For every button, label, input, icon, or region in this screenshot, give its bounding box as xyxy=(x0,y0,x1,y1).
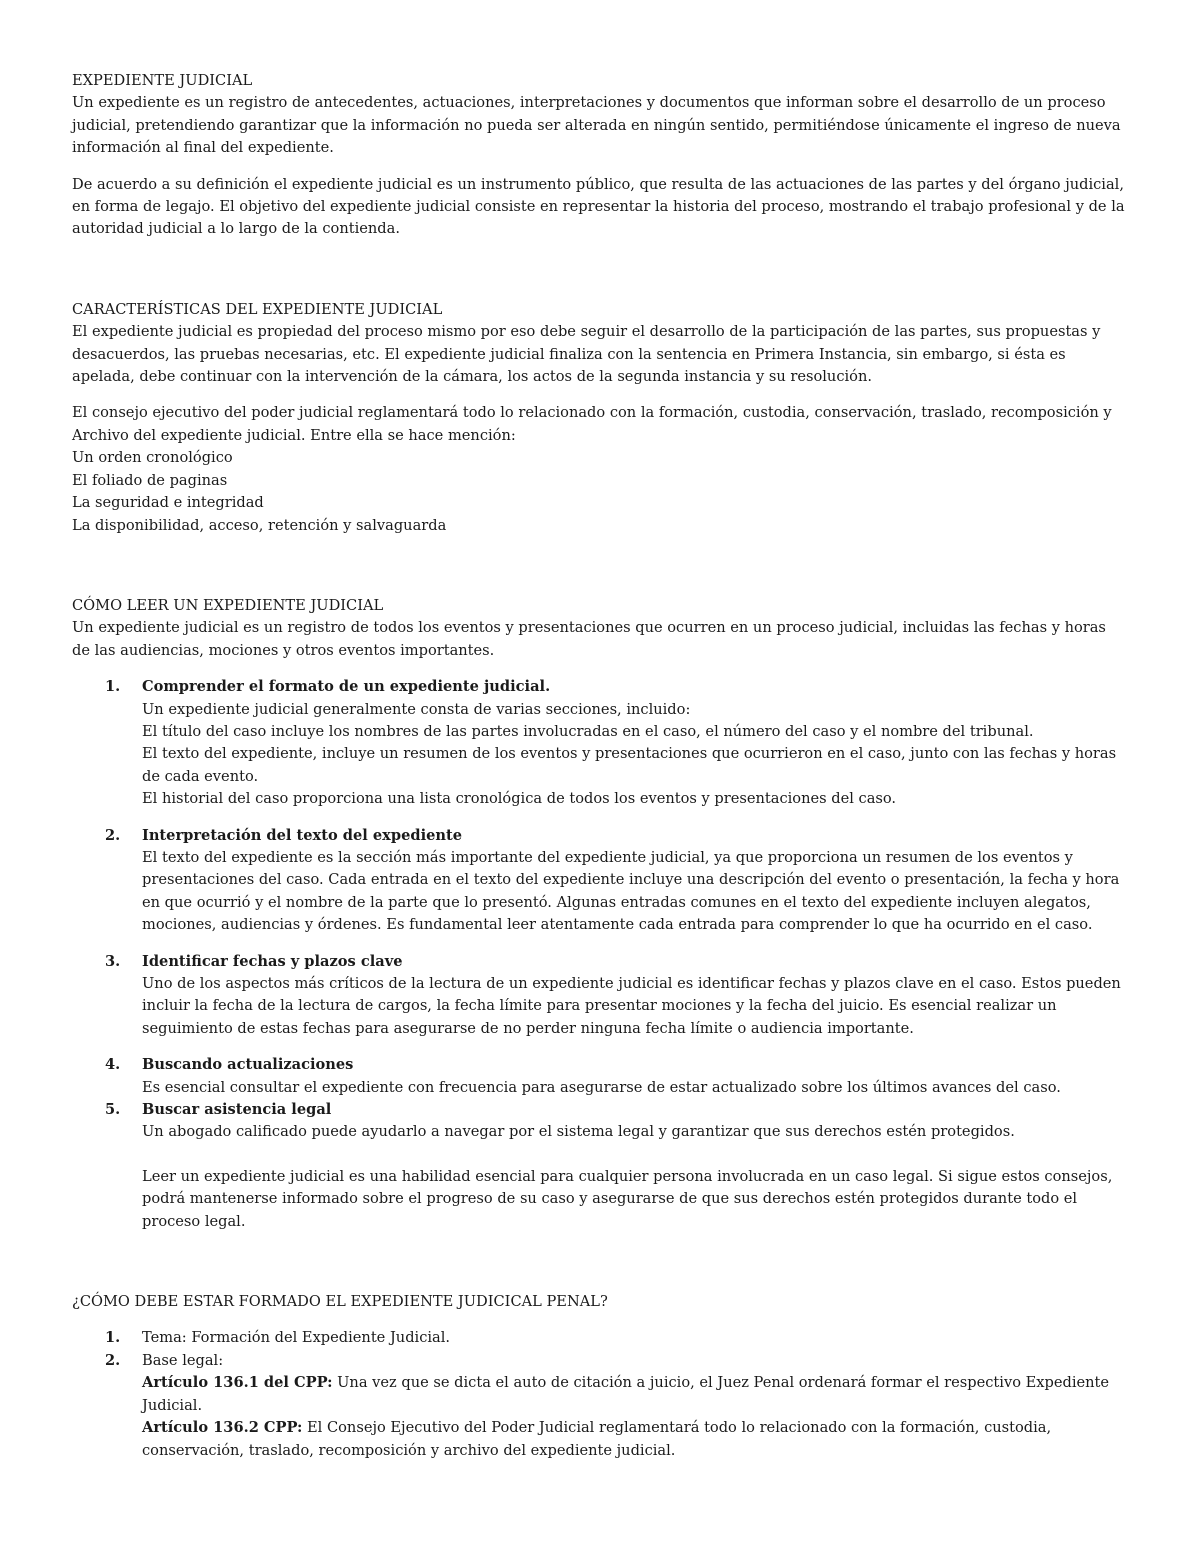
step-body xyxy=(142,973,1128,1040)
steps-list xyxy=(72,676,1128,1233)
list-item: El foliado de paginas xyxy=(72,471,228,489)
step-body xyxy=(142,847,1128,937)
legal-list xyxy=(72,1327,1128,1461)
paragraph: Un expediente es un registro de antecedentes, actuaciones, interpretaciones y documentos que informan sobre el desarrollo de un proceso judicial, pretendiendo garantizar que la información no pueda ser alterada en ningún sentido, permitiéndose únicamente el ingreso de nueva información al final del expediente. xyxy=(72,94,1121,157)
step-title: Buscando actualizaciones xyxy=(142,1056,354,1074)
step-line: Es esencial consultar el expediente con frecuencia para asegurarse de estar actualizado sobre los últimos avances del caso. xyxy=(142,1078,1061,1096)
step-line: Un abogado calificado puede ayudarlo a navegar por el sistema legal y garantizar que sus derechos estén protegidos. xyxy=(142,1123,1015,1141)
closing-paragraph: Leer un expediente judicial es una habilidad esencial para cualquier persona involucrada en un caso legal. Si sigue estos consejos, podrá mantenerse informado sobre el progreso de su caso y asegurarse de que sus derechos estén protegidos durante todo el proceso legal. xyxy=(142,1167,1113,1230)
legal-item-number: 2. xyxy=(105,1351,121,1369)
step-title: Identificar fechas y plazos clave xyxy=(142,952,403,970)
step-body xyxy=(142,699,1128,811)
article-label: Artículo 136.1 del CPP: xyxy=(142,1374,333,1392)
paragraph: Un expediente judicial es un registro de todos los eventos y presentaciones que ocurren en un proceso judicial, incluidas las fechas y horas de las audiencias, mociones y otros eventos importantes. xyxy=(72,619,1106,659)
step-number: 1. xyxy=(105,678,121,696)
article-label: Artículo 136.2 CPP: xyxy=(142,1419,303,1437)
step-item xyxy=(72,676,1128,810)
section-title-caracteristicas: CARACTERÍSTICAS DEL EXPEDIENTE JUDICIAL xyxy=(72,300,443,318)
step-number: 4. xyxy=(105,1056,121,1074)
legal-item-text: Base legal: xyxy=(142,1351,224,1369)
section-title-formacion-penal: ¿CÓMO DEBE ESTAR FORMADO EL EXPEDIENTE JUDICICAL PENAL? xyxy=(72,1293,608,1311)
legal-item xyxy=(72,1350,1128,1462)
step-line: Un expediente judicial generalmente consta de varias secciones, incluido: xyxy=(142,700,691,718)
paragraph: El consejo ejecutivo del poder judicial reglamentará todo lo relacionado con la formación, custodia, conservación, traslado, recomposición y Archivo del expediente judicial. Entre ella se hace mención: xyxy=(72,404,1112,444)
step-line: El historial del caso proporciona una lista cronológica de todos los eventos y presentaciones del caso. xyxy=(142,790,897,808)
legal-item-number: 1. xyxy=(105,1329,121,1347)
step-item xyxy=(72,951,1128,1041)
article-text: Una vez que se dicta el auto de citación a juicio, el Juez Penal ordenará formar el respectivo Expediente Judicial. xyxy=(142,1374,1110,1414)
step-line: El texto del expediente, incluye un resumen de los eventos y presentaciones que ocurrieron en el caso, junto con las fechas y horas de cada evento. xyxy=(142,745,1117,785)
step-title: Buscar asistencia legal xyxy=(142,1101,332,1119)
step-item xyxy=(72,1099,1128,1233)
article-136-1 xyxy=(142,1372,1128,1417)
paragraph: De acuerdo a su definición el expediente judicial es un instrumento público, que resulta de las actuaciones de las partes y del órgano judicial, en forma de legajo. El objetivo del expediente judicial consiste en representar la historia del proceso, mostrando el trabajo profesional y de la autoridad judicial a lo largo de la contienda. xyxy=(72,175,1125,238)
article-text: El Consejo Ejecutivo del Poder Judicial reglamentará todo lo relacionado con la formación, custodia, conservación, traslado, recomposición y archivo del expediente judicial. xyxy=(142,1419,1052,1459)
step-line: El título del caso incluye los nombres de las partes involucradas en el caso, el número del caso y el nombre del tribunal. xyxy=(142,722,1034,740)
step-body xyxy=(142,1077,1128,1099)
step-item xyxy=(72,825,1128,937)
step-number: 5. xyxy=(105,1101,121,1119)
characteristics-list xyxy=(72,447,1128,537)
step-number: 3. xyxy=(105,952,121,970)
list-item: La disponibilidad, acceso, retención y salvaguarda xyxy=(72,516,447,534)
legal-item xyxy=(72,1327,1128,1349)
step-title: Comprender el formato de un expediente judicial. xyxy=(142,678,551,696)
list-item: La seguridad e integridad xyxy=(72,494,264,512)
list-item: Un orden cronológico xyxy=(72,449,233,467)
step-line: Uno de los aspectos más críticos de la lectura de un expediente judicial es identificar fechas y plazos clave en el caso. Estos pueden incluir la fecha de la lectura de cargos, la fecha límite para presentar mociones y la fecha del juicio. Es esencial realizar un seguimiento de estas fechas para asegurarse de no perder ninguna fecha límite o audiencia importante. xyxy=(142,975,1121,1037)
step-title: Interpretación del texto del expediente xyxy=(142,826,463,844)
paragraph: El expediente judicial es propiedad del proceso mismo por eso debe seguir el desarrollo de la participación de las partes, sus propuestas y desacuerdos, las pruebas necesarias, etc. El expediente judicial finaliza con la sentencia en Primera Instancia, sin embargo, si ésta es apelada, debe continuar con la intervención de la cámara, los actos de la segunda instancia y su resolución. xyxy=(72,323,1101,386)
step-number: 2. xyxy=(105,826,121,844)
step-body xyxy=(142,1121,1128,1233)
step-item xyxy=(72,1054,1128,1099)
article-136-2 xyxy=(142,1417,1128,1462)
step-line: El texto del expediente es la sección más importante del expediente judicial, ya que proporciona un resumen de los eventos y presentaciones del caso. Cada entrada en el texto del expediente incluye una descripción del evento o presentación, la fecha y hora en que ocurrió y el nombre de la parte que lo presentó. Algunas entradas comunes en el texto del expediente incluyen alegatos, mociones, audiencias y órdenes. Es fundamental leer atentamente cada entrada para comprender lo que ha ocurrido en el caso. xyxy=(142,848,1120,934)
section-title-como-leer: CÓMO LEER UN EXPEDIENTE JUDICIAL xyxy=(72,596,384,614)
legal-item-text: Tema: Formación del Expediente Judicial. xyxy=(142,1329,451,1347)
section-title-expediente-judicial: EXPEDIENTE JUDICIAL xyxy=(72,72,253,89)
